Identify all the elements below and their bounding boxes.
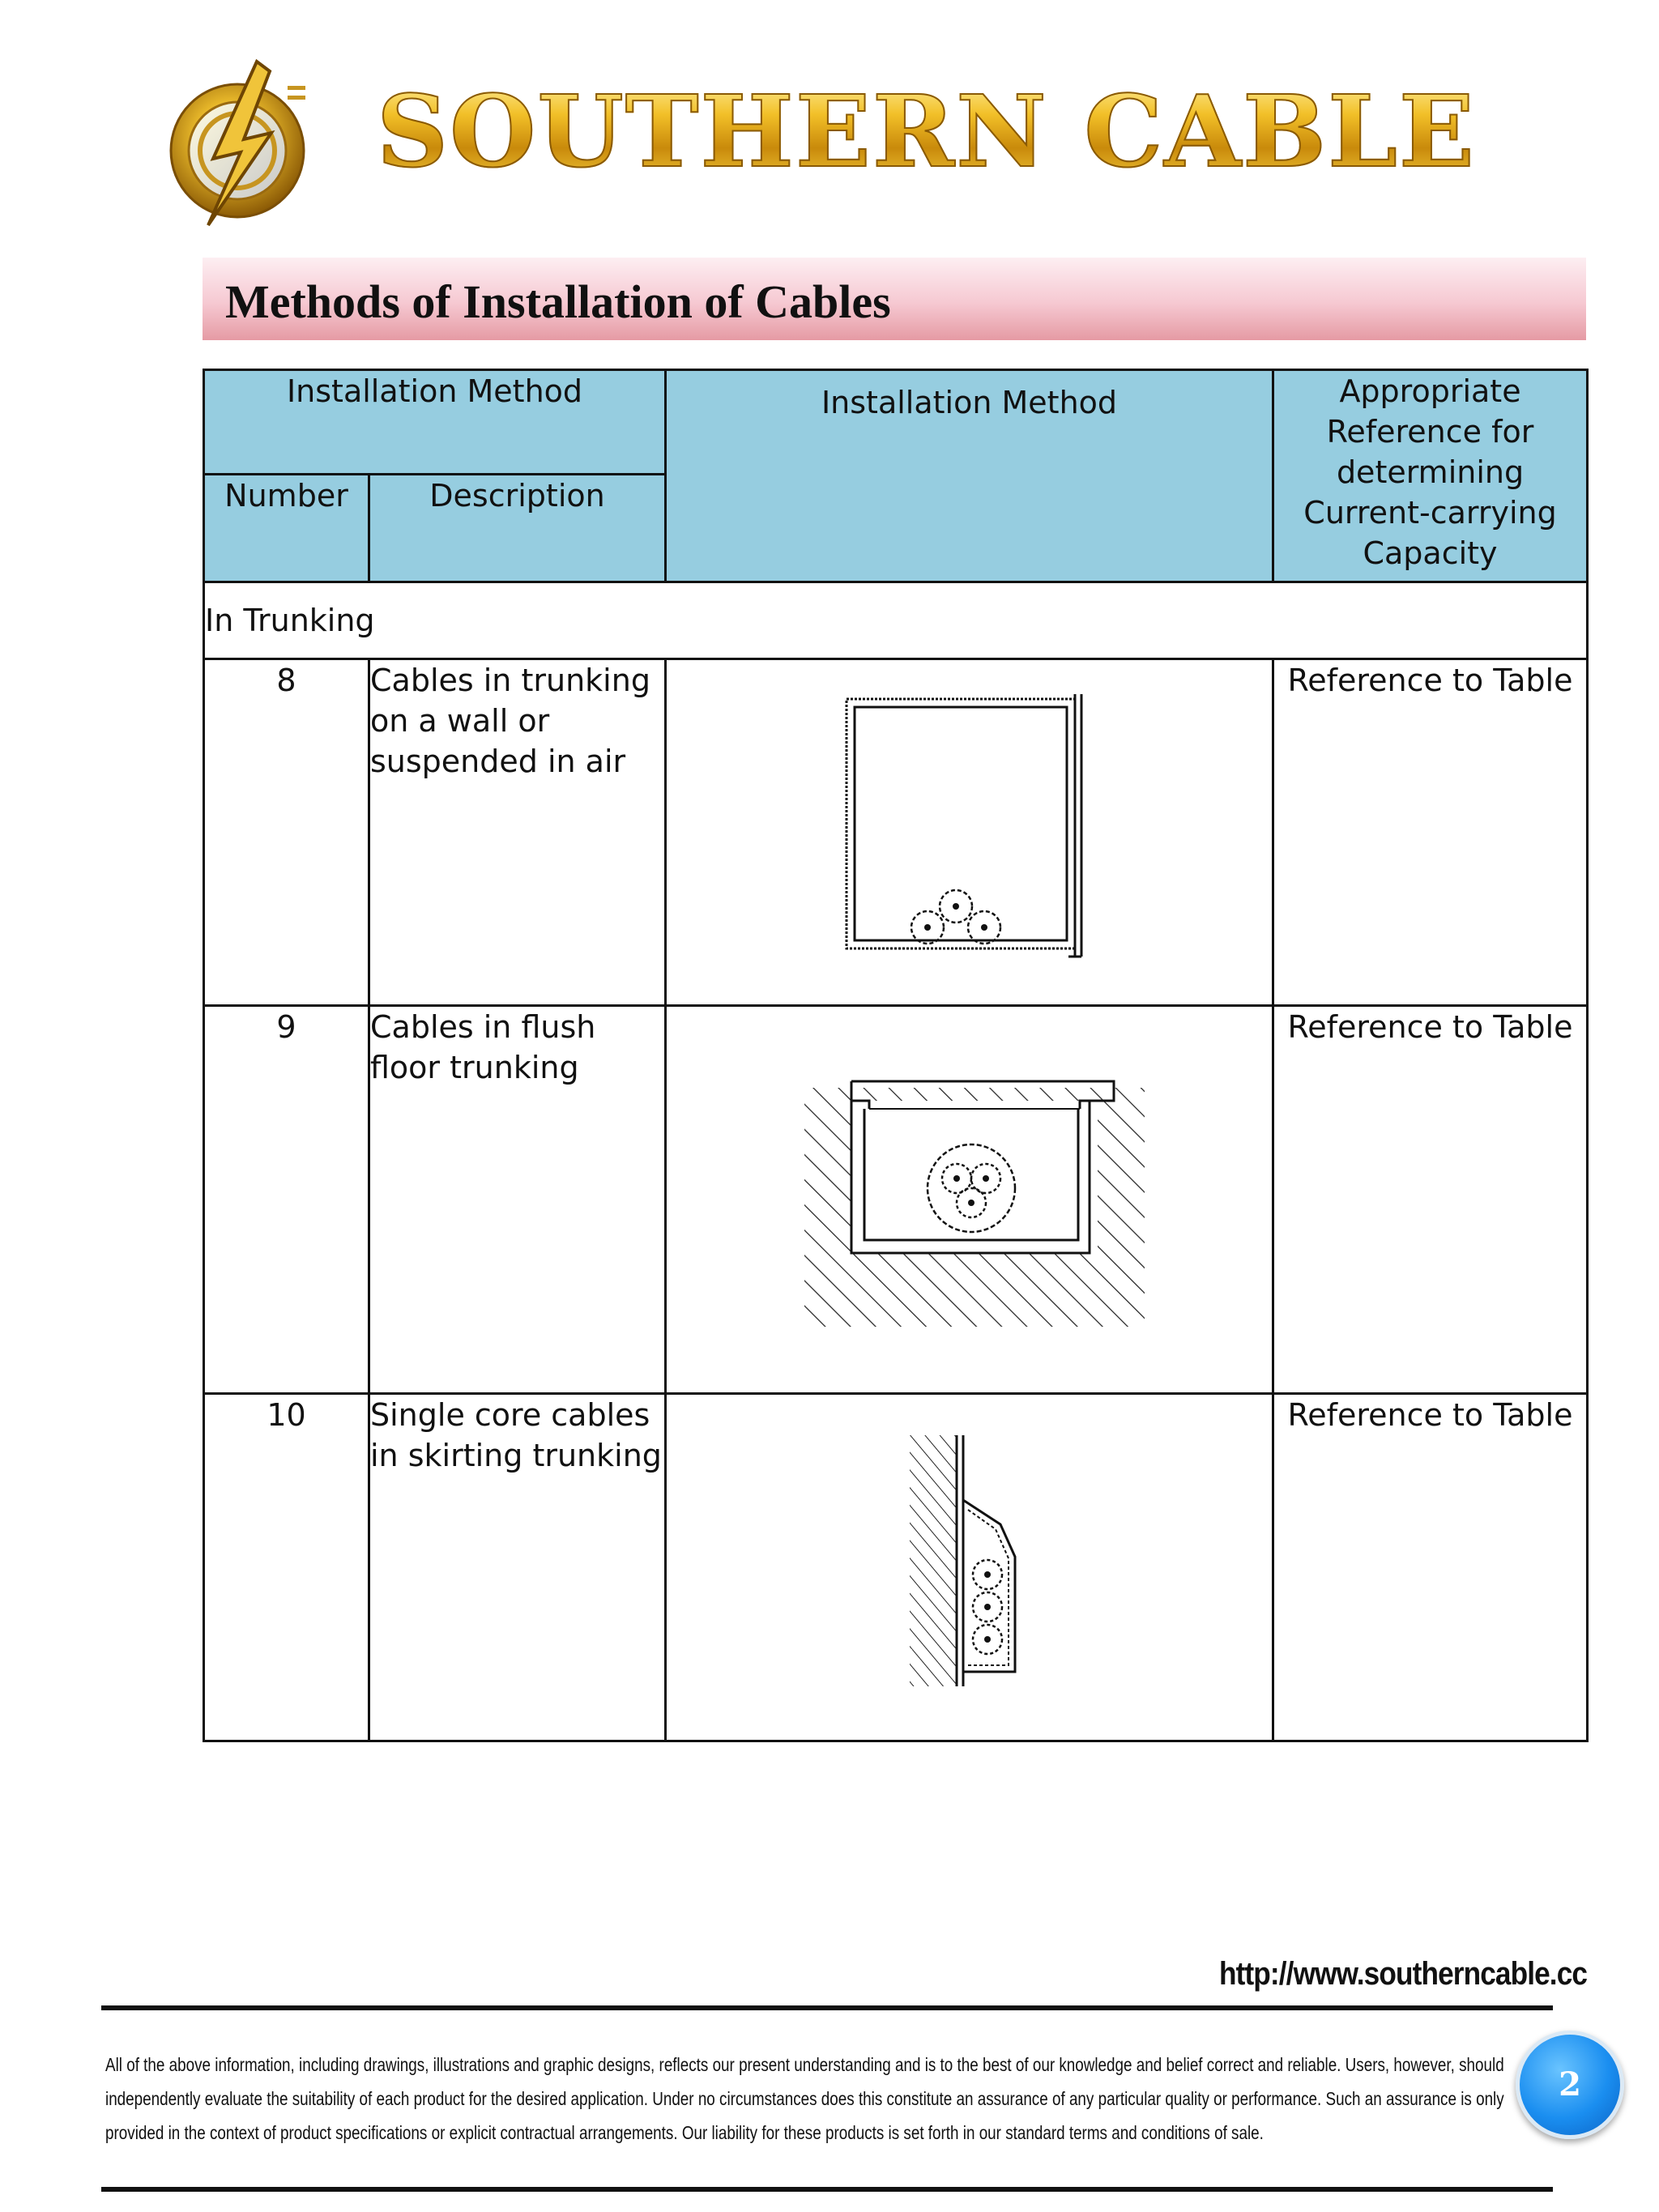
section-banner	[203, 258, 1586, 340]
flush-floor-trunking-figure	[666, 1006, 1273, 1394]
legal-disclaimer: All of the above information, including drawings, illustrations and graphic designs, reflects our present understanding and is to the best of our knowledge and belief correct and reliable. Users, however, should independently evaluate the suitability of each product for the desired application. Under no circumstances does this constitute an assurance of any particular quality or performance. Such an assurance is only provided in the context of product specifications or explicit contractual arrangements. Our liability for these products is set forth in our standard terms and conditions of sale.	[105, 2054, 1504, 2143]
group-row-in-trunking: In Trunking	[204, 582, 1588, 659]
row-reference: Reference to Table	[1273, 1394, 1588, 1741]
table-row	[204, 1006, 1588, 1394]
page-number-badge: 2	[1516, 2031, 1624, 2139]
row-description: Cables in flush floor trunking	[369, 1006, 666, 1394]
row-description: Cables in trunking on a wall or suspended in air	[369, 659, 666, 1006]
header-installation-method: Installation Method	[204, 370, 666, 475]
table-row	[204, 1394, 1588, 1741]
header-reference: Appropriate Reference for determining Current-carrying Capacity	[1273, 370, 1588, 582]
website-link[interactable]: http://www.southerncable.cc	[1219, 1956, 1588, 1992]
table-row	[204, 659, 1588, 1006]
header-number: Number	[204, 475, 369, 582]
section-title: Methods of Installation of Cables	[225, 275, 891, 328]
row-number: 9	[204, 1006, 369, 1394]
southern-cable-logo	[166, 55, 312, 233]
row-number: 8	[204, 659, 369, 1006]
row-reference: Reference to Table	[1273, 659, 1588, 1006]
row-number: 10	[204, 1394, 369, 1741]
row-reference: Reference to Table	[1273, 1006, 1588, 1394]
header-installation-method-figure: Installation Method	[666, 370, 1273, 582]
footer-top-rule	[101, 2005, 1553, 2010]
header-description: Description	[369, 475, 666, 582]
installation-methods-table	[203, 369, 1589, 1742]
row-description: Single core cables in skirting trunking	[369, 1394, 666, 1741]
skirting-trunking-figure	[666, 1394, 1273, 1741]
footer-bottom-rule	[101, 2187, 1553, 2192]
brand-name: SOUTHERN CABLE	[377, 73, 1476, 190]
trunking-on-wall-figure	[666, 659, 1273, 1006]
